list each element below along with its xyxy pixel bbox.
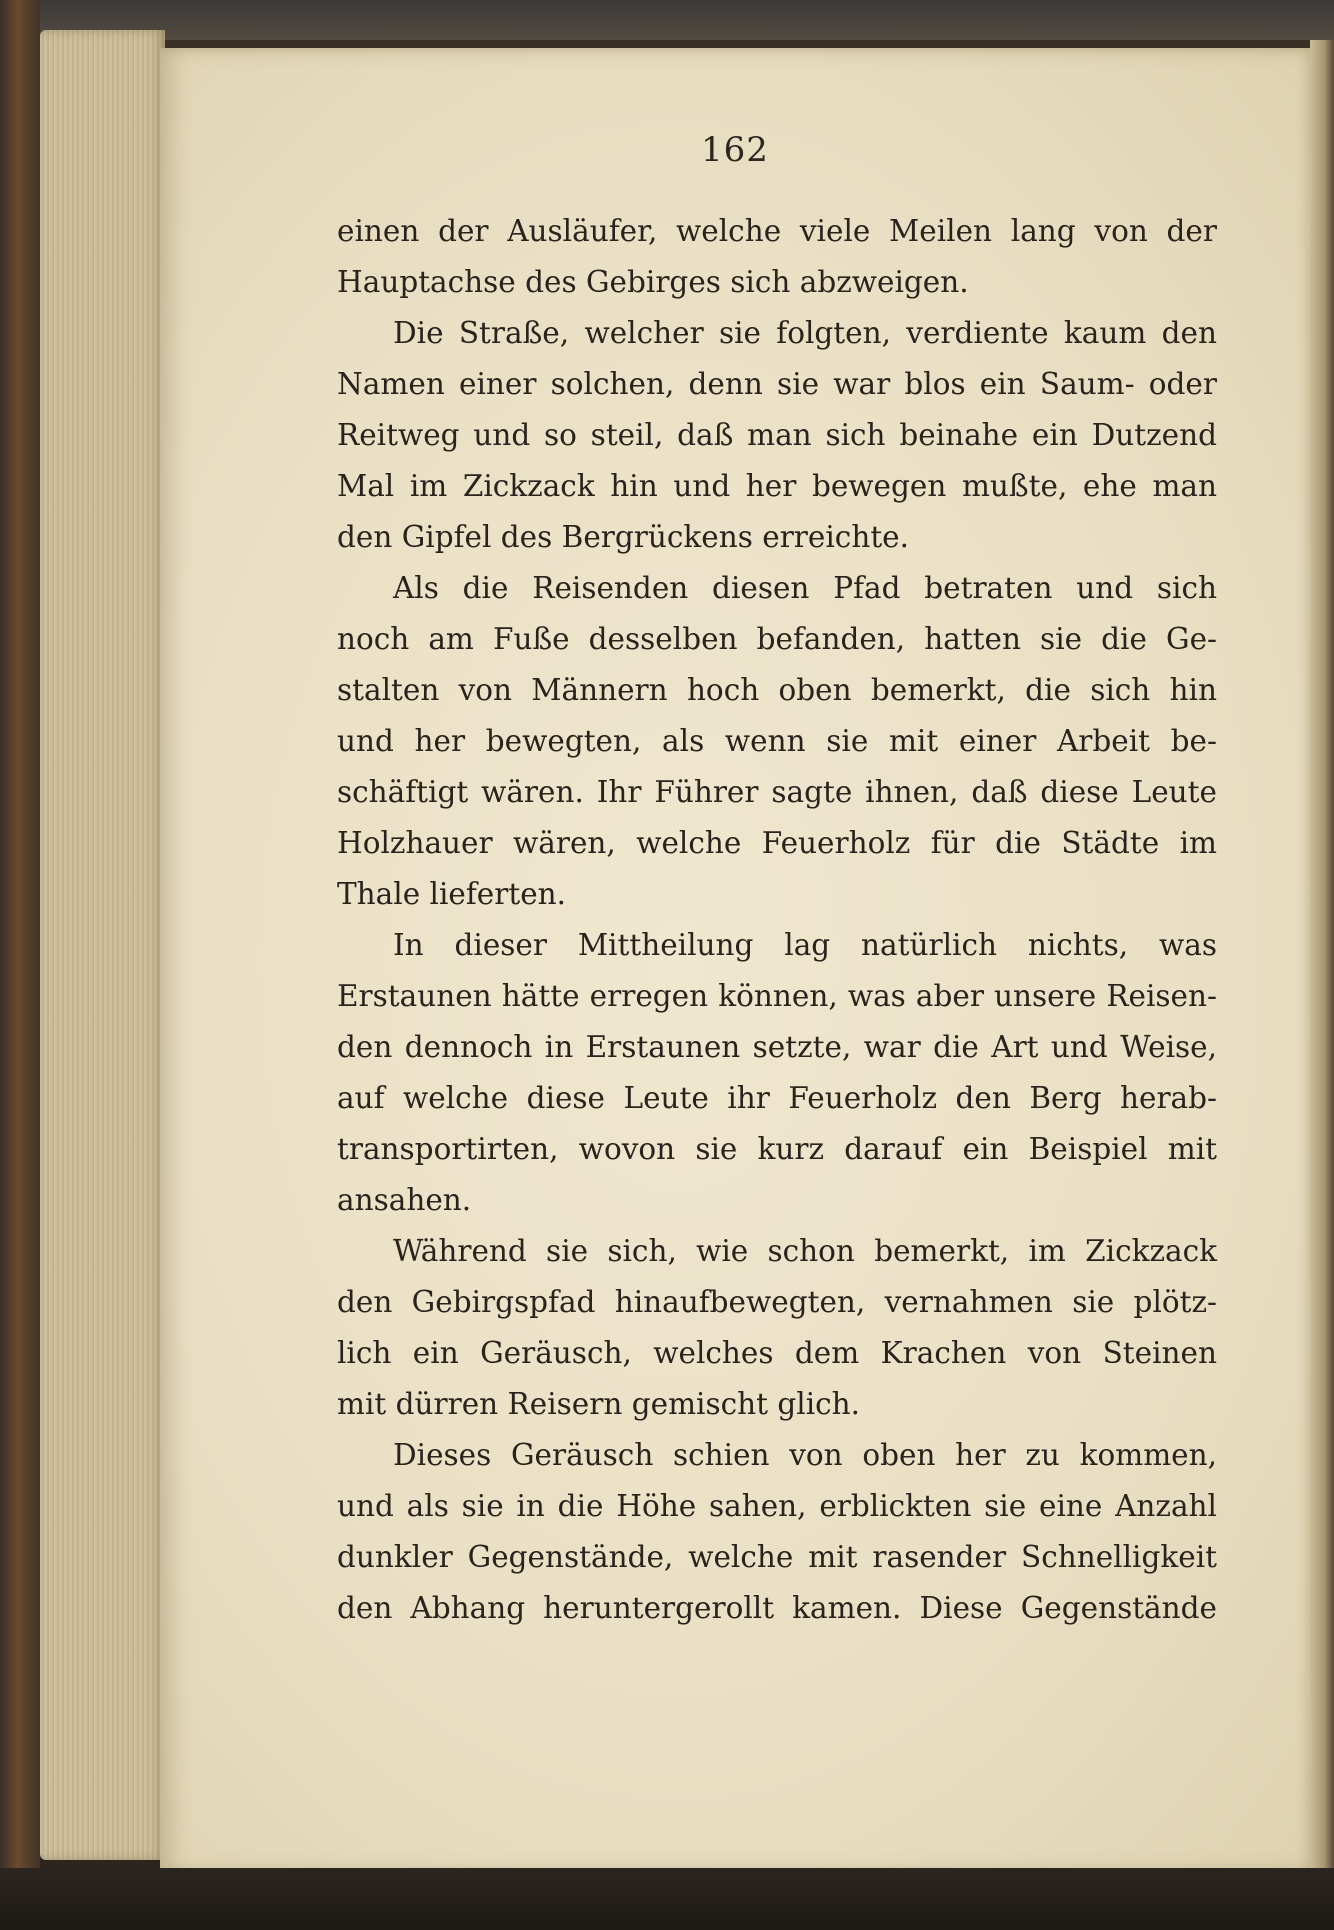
page-number: 162 [701,130,769,170]
text-line: Dieses Geräusch schien von oben her zu kommen, [393,1438,1217,1472]
text-line: Holzhauer wären, welche Feuerholz für die Städte im [337,826,1217,860]
page-right-edge [1310,40,1334,1880]
text-line: den dennoch in Erstaunen setzte, war die Art und Weise, [337,1030,1217,1064]
text-line: den Abhang heruntergerollt kamen. Diese Gegenstände [337,1591,1217,1625]
book-binding [0,0,40,1930]
text-line: auf welche diese Leute ihr Feuerholz den Berg herab- [337,1081,1217,1115]
text-line: noch am Fuße desselben befanden, hatten sie die Ge- [337,622,1217,656]
text-line: ansahen. [337,1183,472,1217]
text-line: einen der Ausläufer, welche viele Meilen lang von der [337,214,1217,248]
text-line: den Gebirgspfad hinaufbewegten, vernahmen sie plötz- [337,1285,1217,1319]
page-body-text [337,206,1217,1634]
book-cover-top [0,0,1334,40]
text-line: schäftigt wären. Ihr Führer sagte ihnen, daß diese Leute [337,775,1217,809]
text-line: mit dürren Reisern gemischt glich. [337,1387,861,1421]
text-line: und her bewegten, als wenn sie mit einer Arbeit be- [337,724,1217,758]
text-line: dunkler Gegenstände, welche mit rasender Schnelligkeit [337,1540,1217,1574]
text-line: lich ein Geräusch, welches dem Krachen von Steinen [337,1336,1217,1370]
text-line: Während sie sich, wie schon bemerkt, im Zickzack [393,1234,1217,1268]
text-line: transportirten, wovon sie kurz darauf ein Beispiel mit [337,1132,1217,1166]
text-line: und als sie in die Höhe sahen, erblickten sie eine Anzahl [337,1489,1217,1523]
text-line: Namen einer solchen, denn sie war blos ein Saum- oder [337,367,1217,401]
text-line: Thale lieferten. [337,877,567,911]
text-line: Als die Reisenden diesen Pfad betraten und sich [393,571,1217,605]
page-edges-stack [40,30,165,1860]
text-line: Hauptachse des Gebirges sich abzweigen. [337,265,969,299]
scan-bottom-border [0,1868,1334,1930]
text-line: Reitweg und so steil, daß man sich beinahe ein Dutzend [337,418,1217,452]
text-line: stalten von Männern hoch oben bemerkt, die sich hin [337,673,1217,707]
text-line: In dieser Mittheilung lag natürlich nichts, was [393,928,1217,962]
text-line: Erstaunen hätte erregen können, was aber unsere Reisen- [337,979,1217,1013]
text-line: Mal im Zickzack hin und her bewegen mußte, ehe man [337,469,1217,503]
text-line: Die Straße, welcher sie folgten, verdiente kaum den [393,316,1217,350]
text-line: den Gipfel des Bergrückens erreichte. [337,520,910,554]
book-page [160,48,1310,1873]
